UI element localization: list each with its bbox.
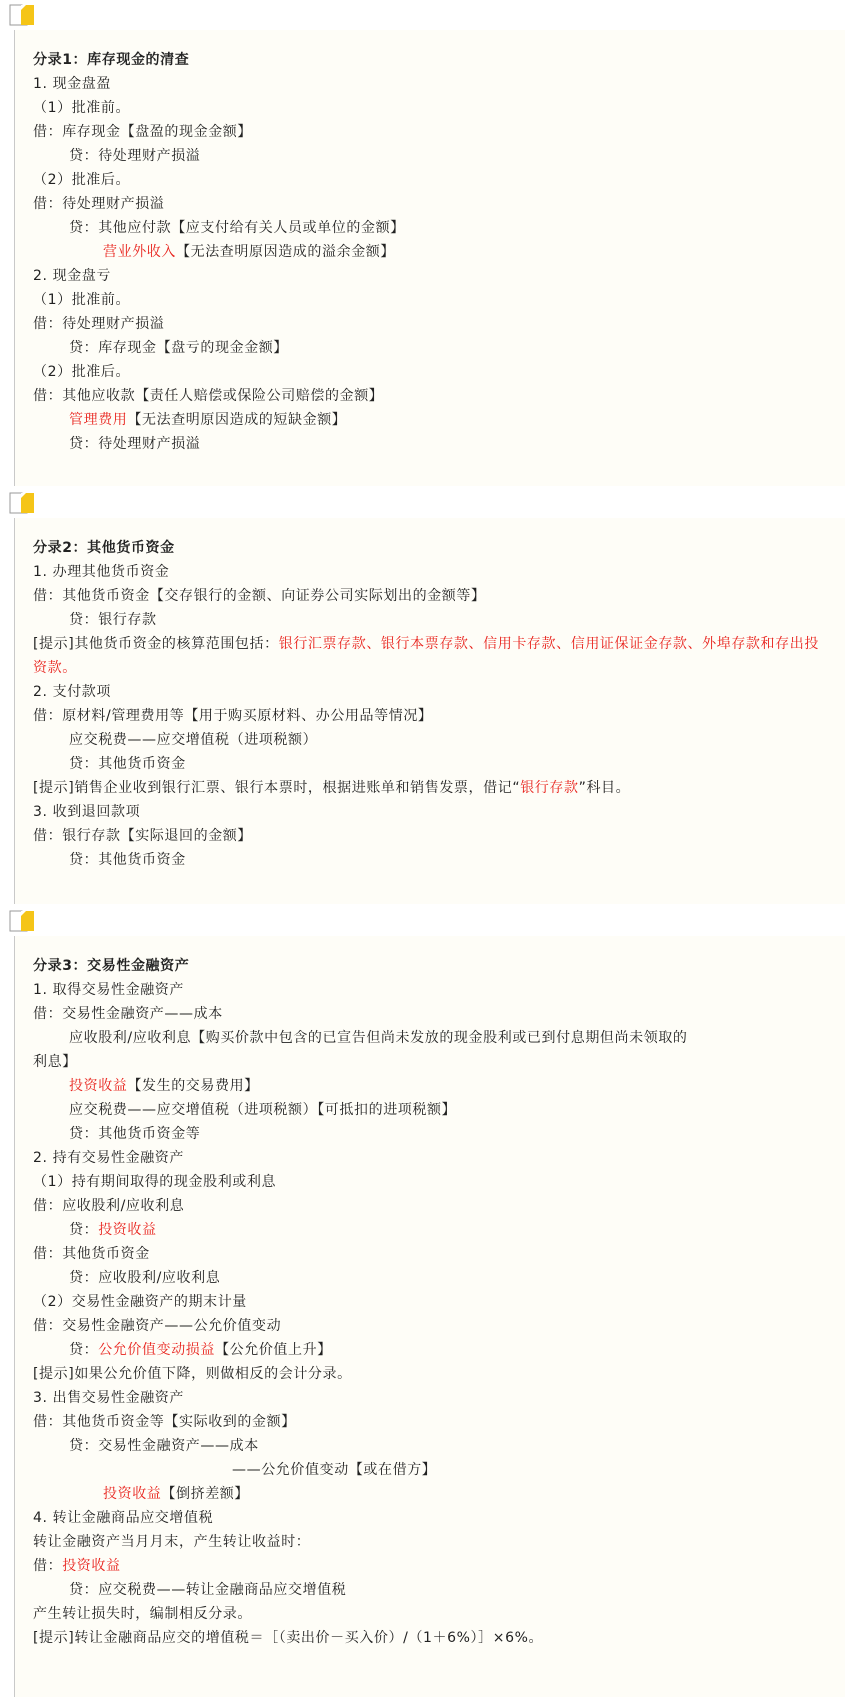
debit-line: 借：其他货币资金【交存银行的金额、向证券公司实际划出的金额等】 bbox=[33, 588, 486, 604]
heading: 1. 现金盘盈 bbox=[33, 76, 112, 92]
credit-line: 贷：应交税费——转让金融商品应交增值税 bbox=[69, 1582, 347, 1598]
credit-line: 贷：待处理财产损溢 bbox=[69, 436, 201, 452]
debit-line: 借：其他应收款【责任人赔偿或保险公司赔偿的金额】 bbox=[33, 388, 384, 404]
highlight-account: 公允价值变动损益 bbox=[98, 1342, 216, 1358]
heading: 2. 持有交易性金融资产 bbox=[33, 1150, 185, 1166]
credit-line: 贷：银行存款 bbox=[69, 612, 157, 628]
tip-label: [提示]销售企业收到银行汇票、银行本票时，根据进账单和销售发票，借记“ bbox=[33, 780, 521, 796]
entry-card bbox=[14, 518, 845, 904]
highlight-account: 银行存款 bbox=[520, 780, 579, 796]
entry-card bbox=[14, 30, 845, 486]
note-text: 【公允价值上升】 bbox=[215, 1342, 332, 1358]
debit-line bbox=[33, 1074, 833, 1098]
heading: 1. 办理其他货币资金 bbox=[33, 564, 170, 580]
debit-line: 借：应收股利/应收利息 bbox=[33, 1198, 185, 1214]
heading: 2. 支付款项 bbox=[33, 684, 112, 700]
credit-line bbox=[33, 1218, 833, 1242]
highlight-account: 投资收益 bbox=[103, 1486, 162, 1502]
credit-line bbox=[33, 1338, 833, 1362]
note-text: 【无法查明原因造成的短缺金额】 bbox=[127, 412, 347, 428]
credit-line: 贷：其他货币资金 bbox=[69, 756, 186, 772]
debit-line: 借：交易性金融资产——公允价值变动 bbox=[33, 1318, 282, 1334]
heading: 4. 转让金融商品应交增值税 bbox=[33, 1510, 214, 1526]
body-text: 转让金融资产当月月末，产生转让收益时： bbox=[33, 1534, 311, 1550]
debit-line: 借：待处理财产损溢 bbox=[33, 196, 165, 212]
tip-text: [提示]如果公允价值下降，则做相反的会计分录。 bbox=[33, 1366, 352, 1382]
credit-line bbox=[33, 240, 833, 264]
debit-line: 应交税费——应交增值税（进项税额） bbox=[69, 732, 318, 748]
sub-heading: （1）批准前。 bbox=[33, 100, 131, 116]
credit-line: 贷：其他货币资金 bbox=[69, 852, 186, 868]
heading: 3. 出售交易性金融资产 bbox=[33, 1390, 185, 1406]
entry-title: 分录3：交易性金融资产 bbox=[33, 958, 190, 974]
debit-line bbox=[33, 1554, 833, 1578]
debit-line: 借：待处理财产损溢 bbox=[33, 316, 165, 332]
tip-text: [提示]转让金融商品应交的增值税＝［（卖出价－买入价）/（1＋6%）］×6%。 bbox=[33, 1630, 544, 1646]
debit-line: 借：其他货币资金等【实际收到的金额】 bbox=[33, 1414, 296, 1430]
credit-label: 贷： bbox=[69, 1342, 99, 1358]
tip-text bbox=[33, 776, 833, 800]
highlight-account: 投资收益 bbox=[62, 1558, 121, 1574]
sub-heading: （1）批准前。 bbox=[33, 292, 131, 308]
heading: 3. 收到退回款项 bbox=[33, 804, 141, 820]
debit-line: 应交税费——应交增值税（进项税额）【可抵扣的进项税额】 bbox=[69, 1102, 457, 1118]
body-text: 产生转让损失时，编制相反分录。 bbox=[33, 1606, 252, 1622]
heading: 1. 取得交易性金融资产 bbox=[33, 982, 185, 998]
debit-label: 借： bbox=[33, 1558, 63, 1574]
debit-line: 借：其他货币资金 bbox=[33, 1246, 150, 1262]
heading: 2. 现金盘亏 bbox=[33, 268, 112, 284]
sub-heading: （1）持有期间取得的现金股利或利息 bbox=[33, 1174, 277, 1190]
debit-line bbox=[33, 408, 833, 432]
note-icon bbox=[8, 4, 36, 26]
highlight-account: 营业外收入 bbox=[103, 244, 176, 260]
highlight-account: 投资收益 bbox=[69, 1078, 128, 1094]
highlight-account: 管理费用 bbox=[69, 412, 128, 428]
debit-line: 借：原材料/管理费用等【用于购买原材料、办公用品等情况】 bbox=[33, 708, 433, 724]
entry-title: 分录1：库存现金的清查 bbox=[33, 52, 190, 68]
entry-title: 分录2：其他货币资金 bbox=[33, 540, 175, 556]
credit-line bbox=[33, 1482, 833, 1506]
note-text: 【倒挤差额】 bbox=[161, 1486, 250, 1502]
credit-label: 贷： bbox=[69, 1222, 99, 1238]
debit-line: 借：银行存款【实际退回的金额】 bbox=[33, 828, 252, 844]
credit-line: ——公允价值变动【或在借方】 bbox=[232, 1462, 437, 1478]
sub-heading: （2）批准后。 bbox=[33, 172, 131, 188]
tip-text bbox=[33, 632, 833, 680]
credit-line: 贷：交易性金融资产——成本 bbox=[69, 1438, 259, 1454]
credit-line: 贷：库存现金【盘亏的现金金额】 bbox=[69, 340, 288, 356]
credit-line: 贷：其他货币资金等 bbox=[69, 1126, 201, 1142]
tip-tail: ”科目。 bbox=[578, 780, 631, 796]
sub-heading: （2）交易性金融资产的期末计量 bbox=[33, 1294, 247, 1310]
highlight-text: 银行汇票存款、银行本票存款、信用卡存款、信用证保证金存款、外埠存款和存出投资款。 bbox=[33, 636, 819, 676]
debit-line: 应收股利/应收利息【购买价款中包含的已宣告但尚未发放的现金股利或已到付息期但尚未领取的 bbox=[69, 1030, 688, 1046]
tip-label: [提示]其他货币资金的核算范围包括： bbox=[33, 636, 279, 652]
entry-card bbox=[14, 936, 845, 1697]
note-text: 【无法查明原因造成的溢余金额】 bbox=[176, 244, 395, 260]
debit-line-cont: 利息】 bbox=[33, 1054, 77, 1070]
credit-line: 贷：应收股利/应收利息 bbox=[69, 1270, 221, 1286]
debit-line: 借：交易性金融资产——成本 bbox=[33, 1006, 223, 1022]
debit-line: 借：库存现金【盘盈的现金金额】 bbox=[33, 124, 252, 140]
credit-line: 贷：其他应付款【应支付给有关人员或单位的金额】 bbox=[69, 220, 405, 236]
highlight-account: 投资收益 bbox=[98, 1222, 157, 1238]
note-icon bbox=[8, 910, 36, 932]
sub-heading: （2）批准后。 bbox=[33, 364, 131, 380]
credit-line: 贷：待处理财产损溢 bbox=[69, 148, 201, 164]
note-text: 【发生的交易费用】 bbox=[127, 1078, 259, 1094]
note-icon bbox=[8, 492, 36, 514]
